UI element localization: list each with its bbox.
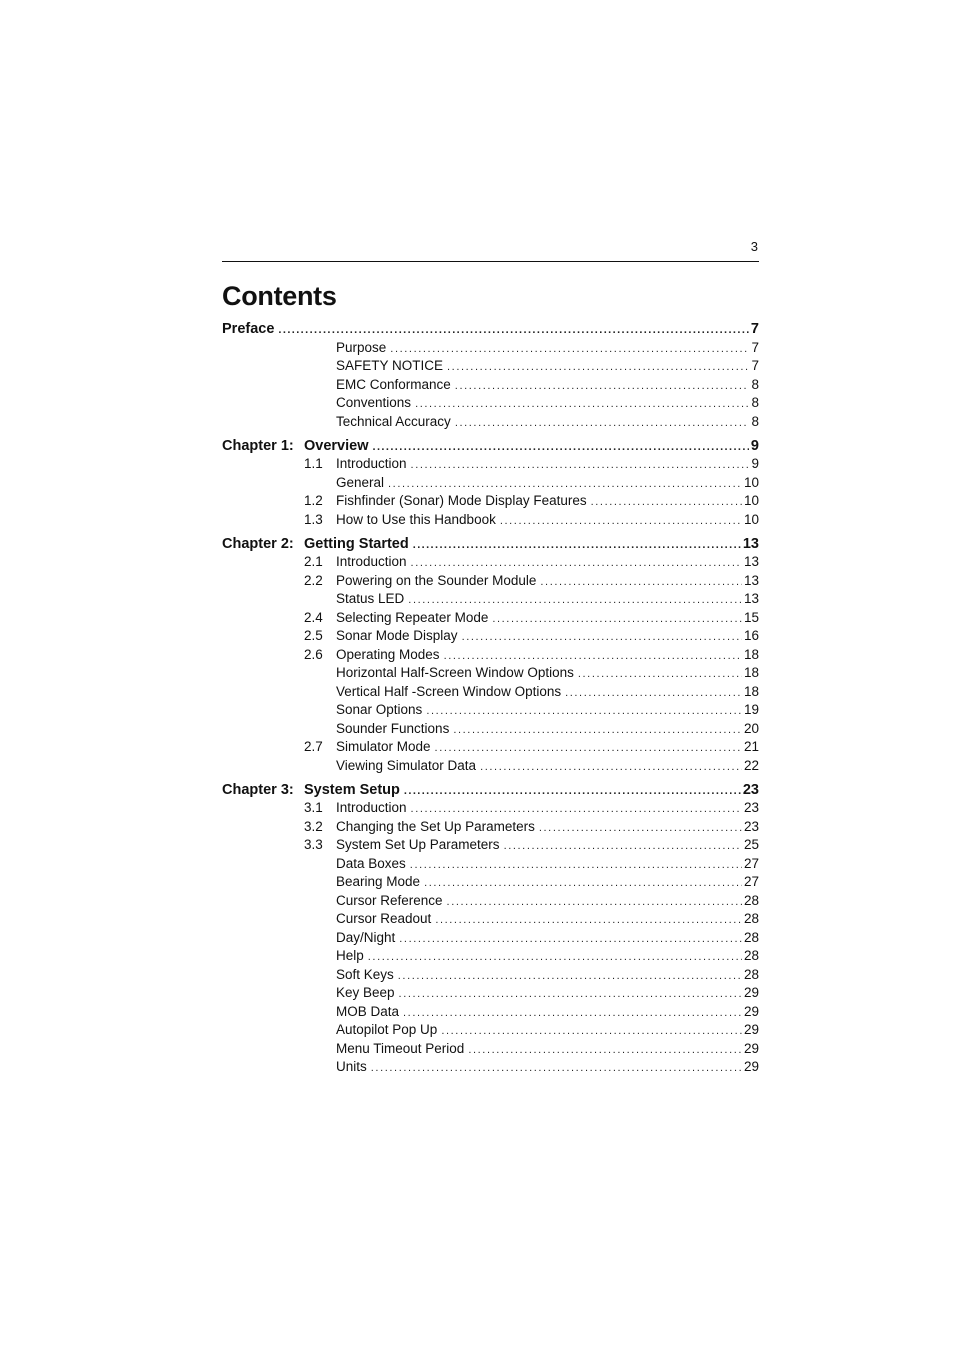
entry-page-number: 10 <box>743 474 759 490</box>
toc-entry-row[interactable] <box>222 1021 759 1040</box>
section-number: 2.5 <box>304 628 323 643</box>
entry-page-number: 9 <box>751 456 759 471</box>
toc-entry-row[interactable] <box>222 892 759 911</box>
entry-page-number: 23 <box>743 818 759 834</box>
dot-leader <box>578 665 742 684</box>
toc-entry-row[interactable] <box>222 720 759 739</box>
toc-chapter-row[interactable] <box>222 437 759 456</box>
dot-leader <box>455 377 750 396</box>
chapter-page-number: 23 <box>742 781 759 798</box>
toc-chapter-row[interactable] <box>222 781 759 800</box>
entry-page-number: 7 <box>751 339 759 355</box>
toc-entry-row[interactable] <box>222 799 759 818</box>
entry-title: Introduction <box>336 800 407 815</box>
dot-leader <box>539 819 742 838</box>
entry-title: Powering on the Sounder Module <box>336 572 537 588</box>
entry-title: Operating Modes <box>336 646 440 662</box>
table-of-contents <box>222 320 759 1077</box>
dot-leader <box>403 1004 742 1023</box>
dot-leader <box>404 782 741 801</box>
section-number: 1.3 <box>304 511 323 527</box>
entry-page-number: 13 <box>743 554 759 569</box>
section-number: 3.1 <box>304 800 323 815</box>
entry-title: Status LED <box>336 591 405 606</box>
chapter-title: Overview <box>304 437 369 454</box>
entry-page-number: 28 <box>743 929 759 945</box>
toc-entry-row[interactable] <box>222 394 759 413</box>
dot-leader <box>468 1041 742 1060</box>
dot-leader <box>426 702 742 721</box>
toc-entry-row[interactable] <box>222 474 759 493</box>
dot-leader <box>415 395 749 414</box>
section-number: 2.6 <box>304 646 323 662</box>
entry-page-number: 28 <box>743 911 759 926</box>
entry-page-number: 27 <box>743 855 759 871</box>
dot-leader <box>411 456 750 475</box>
toc-entry-row[interactable] <box>222 572 759 591</box>
entry-title: Cursor Readout <box>336 911 432 926</box>
entry-page-number: 29 <box>743 1040 759 1056</box>
dot-leader <box>368 948 742 967</box>
chapter-page-number: 7 <box>750 321 759 337</box>
toc-entry-row[interactable] <box>222 701 759 720</box>
entry-page-number: 13 <box>743 591 759 606</box>
toc-entry-row[interactable] <box>222 357 759 376</box>
chapter-title: Preface <box>222 321 275 337</box>
page-number: 3 <box>750 239 758 254</box>
dot-leader <box>399 985 742 1004</box>
entry-title: Menu Timeout Period <box>336 1040 465 1056</box>
toc-entry-row[interactable] <box>222 413 759 432</box>
entry-title: Sonar Options <box>336 702 423 717</box>
entry-title: Autopilot Pop Up <box>336 1022 438 1037</box>
entry-title: Introduction <box>336 554 407 569</box>
section-number: 3.3 <box>304 837 323 852</box>
entry-page-number: 29 <box>743 1003 759 1019</box>
toc-entry-row[interactable] <box>222 455 759 474</box>
toc-chapter-row[interactable] <box>222 320 759 339</box>
section-number: 2.1 <box>304 554 323 569</box>
toc-chapter-row[interactable] <box>222 535 759 554</box>
entry-page-number: 20 <box>743 720 759 736</box>
dot-leader <box>435 911 742 930</box>
dot-leader <box>444 647 742 666</box>
entry-page-number: 18 <box>743 665 759 680</box>
dot-leader <box>411 800 742 819</box>
entry-page-number: 28 <box>743 948 759 963</box>
entry-title: Viewing Simulator Data <box>336 757 477 773</box>
entry-page-number: 21 <box>743 739 759 754</box>
entry-title: Purpose <box>336 339 387 355</box>
toc-entry-row[interactable] <box>222 855 759 874</box>
entry-page-number: 28 <box>743 966 759 982</box>
toc-entry-row[interactable] <box>222 664 759 683</box>
toc-entry-row[interactable] <box>222 873 759 892</box>
entry-title: Data Boxes <box>336 855 406 871</box>
entry-title: Key Beep <box>336 985 395 1000</box>
dot-leader <box>371 1059 742 1078</box>
entry-title: Sonar Mode Display <box>336 628 458 643</box>
toc-entry-row[interactable] <box>222 1003 759 1022</box>
header-rule <box>222 261 759 262</box>
toc-entry-row[interactable] <box>222 1040 759 1059</box>
entry-title: General <box>336 474 385 490</box>
dot-leader <box>591 493 742 512</box>
section-number: 2.7 <box>304 739 323 754</box>
section-number: 3.2 <box>304 818 323 834</box>
dot-leader <box>411 554 742 573</box>
chapter-label: Chapter 1: <box>222 437 294 454</box>
entry-title: Horizontal Half-Screen Window Options <box>336 665 574 680</box>
dot-leader <box>278 321 749 340</box>
dot-leader <box>388 475 742 494</box>
entry-page-number: 7 <box>751 358 759 373</box>
entry-title: Technical Accuracy <box>336 413 451 429</box>
dot-leader <box>455 414 750 433</box>
entry-title: How to Use this Handbook <box>336 511 496 527</box>
entry-title: Selecting Repeater Mode <box>336 609 489 625</box>
entry-page-number: 29 <box>743 1022 759 1037</box>
entry-page-number: 13 <box>743 572 759 588</box>
entry-title: EMC Conformance <box>336 376 451 392</box>
dot-leader <box>447 358 749 377</box>
toc-entry-row[interactable] <box>222 376 759 395</box>
entry-title: Soft Keys <box>336 966 394 982</box>
dot-leader <box>410 856 742 875</box>
toc-entry-row[interactable] <box>222 818 759 837</box>
entry-page-number: 29 <box>743 985 759 1000</box>
toc-entry-row[interactable] <box>222 683 759 702</box>
toc-entry-row[interactable] <box>222 757 759 776</box>
dot-leader <box>373 438 749 457</box>
toc-entry-row[interactable] <box>222 609 759 628</box>
entry-title: Units <box>336 1059 367 1074</box>
toc-entry-row[interactable] <box>222 646 759 665</box>
entry-title: Changing the Set Up Parameters <box>336 818 535 834</box>
dot-leader <box>447 893 742 912</box>
chapter-label: Chapter 3: <box>222 781 294 798</box>
chapter-title: Getting Started <box>304 535 409 552</box>
entry-title: Help <box>336 948 364 963</box>
entry-page-number: 10 <box>743 493 759 508</box>
toc-entry-row[interactable] <box>222 966 759 985</box>
dot-leader <box>441 1022 742 1041</box>
entry-page-number: 18 <box>743 646 759 662</box>
toc-entry-row[interactable] <box>222 627 759 646</box>
section-number: 2.2 <box>304 572 323 588</box>
dot-leader <box>480 758 742 777</box>
toc-entry-row[interactable] <box>222 492 759 511</box>
entry-title: MOB Data <box>336 1003 400 1019</box>
entry-page-number: 23 <box>743 800 759 815</box>
chapter-page-number: 9 <box>750 437 759 454</box>
entry-page-number: 22 <box>743 757 759 773</box>
entry-title: Sounder Functions <box>336 720 450 736</box>
toc-entry-row[interactable] <box>222 339 759 358</box>
entry-page-number: 8 <box>751 376 759 392</box>
dot-leader <box>399 930 742 949</box>
dot-leader <box>462 628 742 647</box>
dot-leader <box>390 340 749 359</box>
section-number: 2.4 <box>304 609 323 625</box>
entry-title: System Set Up Parameters <box>336 837 500 852</box>
toc-entry-row[interactable] <box>222 738 759 757</box>
dot-leader <box>540 573 742 592</box>
entry-page-number: 10 <box>743 511 759 527</box>
entry-page-number: 18 <box>743 683 759 699</box>
entry-title: Introduction <box>336 456 407 471</box>
entry-title: SAFETY NOTICE <box>336 358 444 373</box>
entry-title: Day/Night <box>336 929 396 945</box>
page-title: Contents <box>222 281 337 311</box>
entry-page-number: 15 <box>743 609 759 625</box>
toc-entry-row[interactable] <box>222 836 759 855</box>
dot-leader <box>492 610 742 629</box>
section-number: 1.1 <box>304 456 323 471</box>
dot-leader <box>500 512 742 531</box>
entry-title: Cursor Reference <box>336 892 443 908</box>
chapter-page-number: 13 <box>742 535 759 552</box>
dot-leader <box>408 591 742 610</box>
dot-leader <box>565 684 742 703</box>
dot-leader <box>435 739 742 758</box>
entry-page-number: 27 <box>743 874 759 889</box>
dot-leader <box>504 837 742 856</box>
toc-entry-row[interactable] <box>222 947 759 966</box>
entry-page-number: 19 <box>743 702 759 717</box>
entry-title: Vertical Half -Screen Window Options <box>336 683 562 699</box>
entry-page-number: 8 <box>751 395 759 410</box>
entry-title: Bearing Mode <box>336 874 421 889</box>
dot-leader <box>424 874 742 893</box>
entry-page-number: 8 <box>751 413 759 429</box>
entry-page-number: 25 <box>743 837 759 852</box>
chapter-title: System Setup <box>304 781 400 798</box>
dot-leader <box>398 967 742 986</box>
entry-page-number: 28 <box>743 892 759 908</box>
toc-entry-row[interactable] <box>222 590 759 609</box>
entry-page-number: 16 <box>743 628 759 643</box>
dot-leader <box>413 536 741 555</box>
toc-entry-row[interactable] <box>222 984 759 1003</box>
toc-entry-row[interactable] <box>222 553 759 572</box>
entry-title: Simulator Mode <box>336 739 431 754</box>
chapter-label: Chapter 2: <box>222 535 294 552</box>
entry-title: Conventions <box>336 395 412 410</box>
toc-entry-row[interactable] <box>222 511 759 530</box>
section-number: 1.2 <box>304 493 323 508</box>
toc-entry-row[interactable] <box>222 910 759 929</box>
toc-entry-row[interactable] <box>222 929 759 948</box>
dot-leader <box>453 721 742 740</box>
toc-entry-row[interactable] <box>222 1058 759 1077</box>
entry-title: Fishfinder (Sonar) Mode Display Features <box>336 493 587 508</box>
entry-page-number: 29 <box>743 1059 759 1074</box>
